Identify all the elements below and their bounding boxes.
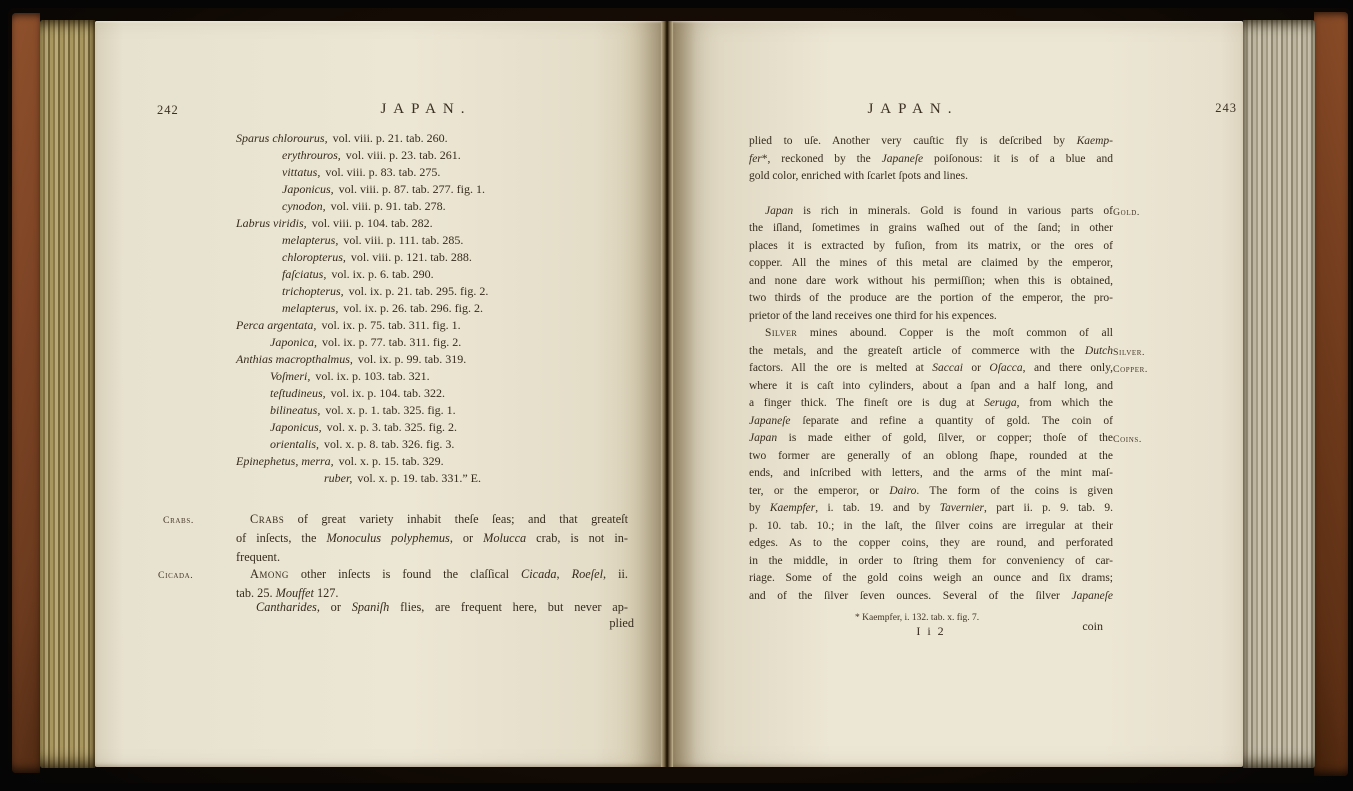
text-line: Cantharides, or Spaniſh flies, are frequent here, but never ap- — [256, 600, 629, 614]
left-page-edges — [40, 20, 95, 768]
text-line: riage. Some of the gold coins weigh an ounce and ſix drams; — [749, 572, 1113, 584]
footnote: * Kaempfer, i. 132. tab. x. fig. 7. — [855, 613, 980, 623]
right-page — [673, 21, 1243, 767]
text-line: Silver mines abound. Copper is the moſt common of all — [765, 327, 1113, 339]
running-head-right: JAPAN. — [867, 101, 959, 117]
page-number-right: 243 — [1215, 101, 1237, 115]
text-line: Japaneſe ſeparate and refine a quantity of gold. The coin of — [749, 414, 1113, 427]
list-item: Voſmeri, vol. ix. p. 103. tab. 321. — [270, 369, 430, 383]
book-gutter — [661, 21, 673, 767]
text-line: edges. As to the copper coins, they are round, and perforated — [749, 537, 1113, 549]
list-item: Labrus viridis, vol. viii. p. 104. tab. 282. — [236, 216, 433, 230]
species-reference-list — [236, 131, 628, 488]
text-line: Crabs. Crabs of great variety inhabit theſe ſeas; and that greateſt — [236, 510, 628, 529]
text-line: two thirds of the produce are the portion of the emperor, the pro- — [749, 292, 1113, 304]
list-item: Japonicus, vol. x. p. 3. tab. 325. fig. 2. — [270, 420, 457, 434]
catchword-right: coin — [1082, 619, 1103, 633]
right-page-edges — [1243, 20, 1315, 768]
text-line: fer*, reckoned by the Japaneſe poiſonous: it is of a blue and — [749, 152, 1113, 165]
list-item: vittatus, vol. viii. p. 83. tab. 275. — [282, 165, 441, 179]
text-line: Gold. Japan is rich in minerals. Gold is found in various parts of — [749, 203, 1113, 221]
running-head-left: JAPAN. — [380, 101, 472, 117]
text-line: of inſects, the Monoculus polyphemus, or Molucca crab, is not in- — [236, 531, 628, 545]
text-line: two former are generally of an oblong ſhape, rounded at the — [749, 449, 1113, 462]
page-number-left: 242 — [157, 103, 179, 117]
list-item: Anthias macropthalmus, vol. ix. p. 99. tab. 319. — [236, 352, 467, 366]
list-item: faſciatus, vol. ix. p. 6. tab. 290. — [282, 267, 434, 281]
list-item: teſtudineus, vol. ix. p. 104. tab. 322. — [270, 386, 445, 400]
text-line: places it is extracted by fuſion, from its matrix, or the ores of — [749, 239, 1113, 252]
list-item: bilineatus, vol. x. p. 1. tab. 325. fig. 1. — [270, 403, 456, 417]
text-line: prietor of the land receives one third for his expences. — [749, 309, 997, 322]
list-item: Japonica, vol. ix. p. 77. tab. 311. fig. 2. — [270, 335, 462, 349]
text-line: ter, or the emperor, or Dairo. The form of the coins is given — [749, 484, 1113, 497]
list-item: ruber, vol. x. p. 19. tab. 331.” E. — [324, 471, 481, 485]
margin-note-gold: Gold. — [1113, 206, 1140, 218]
text-line: by Kaempfer, i. tab. 19. and by Tavernier, part ii. p. 9. tab. 9. — [749, 502, 1113, 514]
list-item: orientalis, vol. x. p. 8. tab. 326. fig. 3. — [270, 437, 455, 451]
margin-note-coins: Coins. — [1113, 434, 1142, 445]
margin-note-copper: Copper. — [1113, 364, 1148, 375]
text-line: the iſland, ſometimes in grains waſhed out of the ſand; in other — [749, 222, 1113, 234]
margin-note-cicada: Cicada. — [158, 570, 194, 581]
list-item: Epinephetus, merra, vol. x. p. 15. tab. 329. — [236, 454, 444, 468]
signature-mark: I i 2 — [916, 624, 946, 638]
text-line: Coins. Japan is made either of gold, ſilver, or copper; thoſe of the — [749, 430, 1113, 448]
left-page — [95, 21, 661, 767]
catchword-left: plied — [609, 616, 634, 630]
text-line: and of the ſilver ſeven ounces. Several of the ſilver Japaneſe — [749, 589, 1113, 602]
right-cover-board — [1314, 12, 1348, 776]
margin-note-silver: Silver. — [1113, 346, 1146, 358]
text-line: ends, and inſcribed with letters, and the arms of the mint maſ- — [749, 467, 1113, 479]
list-item: melapterus, vol. viii. p. 111. tab. 285. — [282, 233, 464, 247]
left-cover-board — [12, 13, 40, 773]
text-line: and none dare work without his permiſſion; when this is obtained, — [749, 274, 1113, 287]
paragraph-cantharides — [236, 598, 628, 617]
text-line: p. 10. tab. 10.; in the laſt, the ſilver coins are irregular at their — [749, 519, 1113, 532]
list-item: Sparus chlorourus, vol. viii. p. 21. tab. 260. — [236, 131, 448, 145]
list-item: trichopterus, vol. ix. p. 21. tab. 295. fig. 2. — [282, 284, 489, 298]
text-line: Cicada. Among other inſects is found the claſſical Cicada, Roeſel, ii. — [236, 565, 628, 584]
list-item: chloropterus, vol. viii. p. 121. tab. 288. — [282, 250, 472, 264]
text-line: Silver. the metals, and the greateſt article of commerce with the Dutch — [749, 343, 1113, 361]
text-line: a finger thick. The fineſt ore is dug at Seruga, from which the — [749, 397, 1113, 409]
list-item: cynodon, vol. viii. p. 91. tab. 278. — [282, 199, 446, 213]
body-text — [749, 133, 1148, 605]
text-line: frequent. — [236, 550, 281, 564]
text-line: tab. 25. Mouffet 127. — [236, 586, 339, 600]
list-item: melapterus, vol. ix. p. 26. tab. 296. fig. 2. — [282, 301, 483, 315]
text-line: gold color, enriched with ſcarlet ſpots and lines. — [749, 170, 968, 182]
text-line: plied to uſe. Another very cauſtic fly is deſcribed by Kaemp- — [749, 135, 1113, 147]
list-item: erythrouros, vol. viii. p. 23. tab. 261. — [282, 148, 461, 162]
paragraph-crabs — [163, 510, 628, 567]
text-line: Copper. factors. All the ore is melted at Saccai or Oſacca, and there only, — [749, 360, 1113, 378]
list-item: Perca argentata, vol. ix. p. 75. tab. 311. fig. 1. — [236, 318, 461, 332]
list-item: Japonicus, vol. viii. p. 87. tab. 277. fig. 1. — [282, 182, 485, 196]
text-line: where it is caſt into cylinders, about a ſpan and a half long, and — [749, 379, 1113, 392]
text-line: in the middle, in order to ſtring them for conveniency of car- — [749, 554, 1113, 567]
paragraph-gap — [749, 186, 1113, 203]
margin-note-crabs: Crabs. — [163, 515, 194, 526]
text-line: copper. All the mines of this metal are claimed by the emperor, — [749, 257, 1113, 269]
